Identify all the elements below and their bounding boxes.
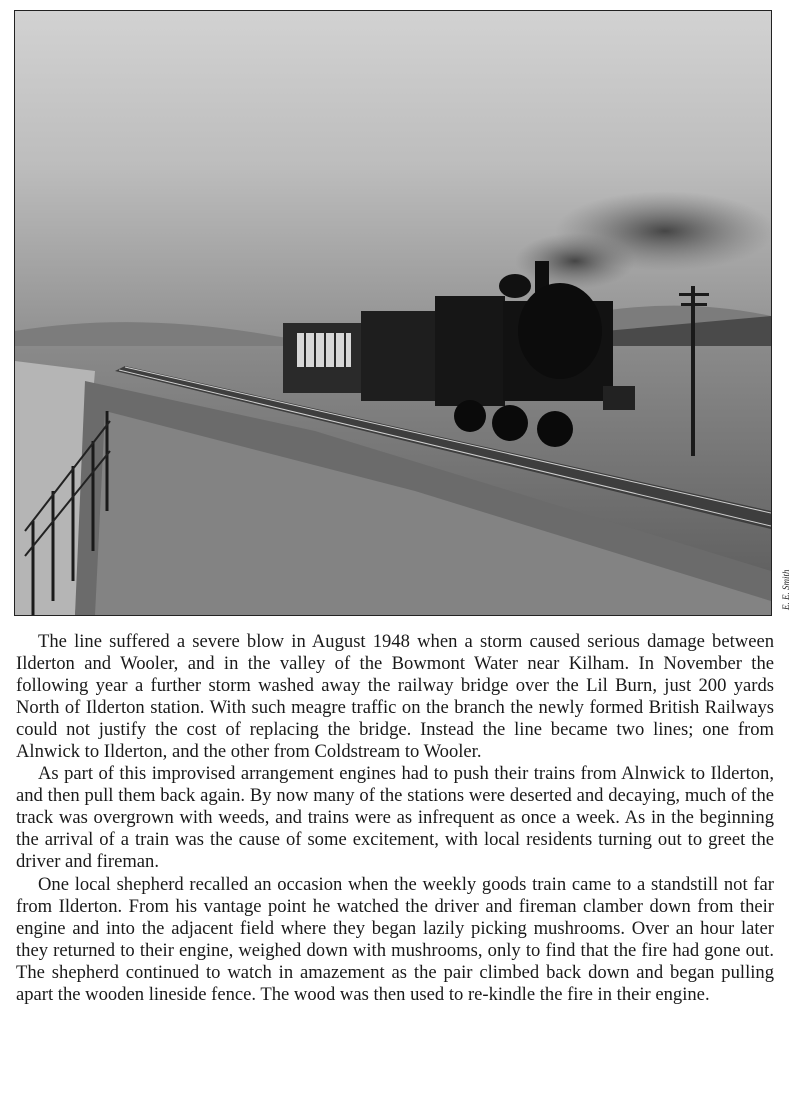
paragraph: The line suffered a severe blow in August 1948 when a storm caused serious damage between Ilderton and Wooler, and in the valley of the Bowmont Water near Kilham. In November the following year a further storm washed away the railway bridge over the Lil Burn, just 200 yards North of Ilderton station. With such meagre traffic on the branch the newly formed British Railways could not justify the cost of replacing the bridge. Instead the line became two lines; one from Alnwick to Ilderton, and the other from Coldstream to Wooler.: [16, 631, 774, 762]
steam-train-illustration: [15, 11, 771, 615]
railway-photograph: [14, 10, 772, 616]
paragraph: As part of this improvised arrangement engines had to push their trains from Alnwick to Ilderton, and then pull them back again. By now many of the stations were deserted and decaying, much of the track was overgrown with weeds, and trains were as infrequent as once a week. As in the beginning the arrival of a train was the cause of some excitement, with local residents turning out to greet the driver and fireman.: [16, 763, 774, 873]
photo-credit: E. E. Smith: [781, 569, 791, 610]
article-text: [16, 631, 774, 1005]
paragraph: One local shepherd recalled an occasion when the weekly goods train came to a standstill not far from Ilderton. From his vantage point he watched the driver and fireman clamber down from their engine and into the adjacent field where they began lazily picking mushrooms. Over an hour later they returned to their engine, weighed down with mushrooms, only to find that the fire had gone out. The shepherd continued to watch in amazement as the pair climbed back down and began pulling apart the wooden lineside fence. The wood was then used to re-kindle the fire in their engine.: [16, 873, 774, 1005]
